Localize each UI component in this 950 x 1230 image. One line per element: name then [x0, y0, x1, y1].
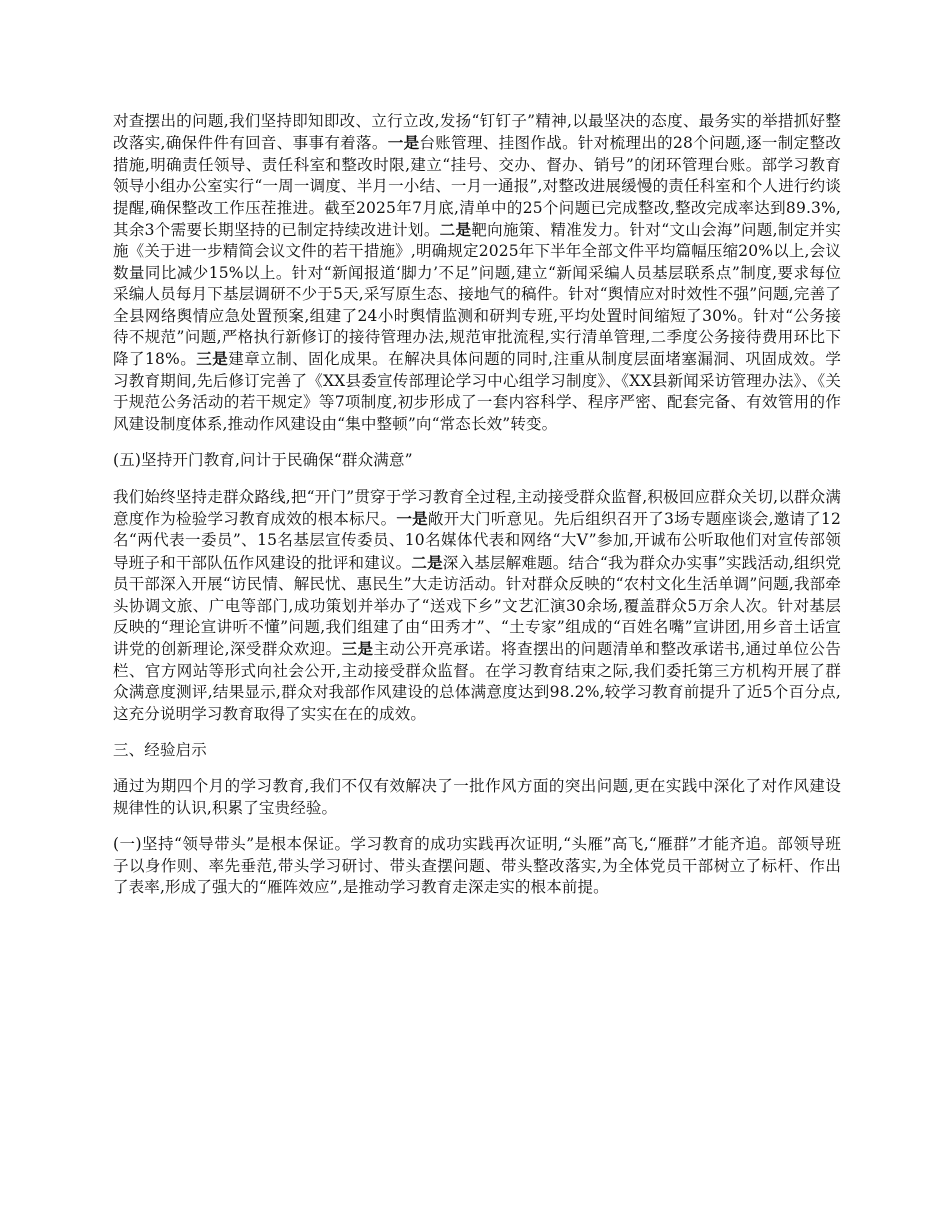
paragraph-mass-line — [113, 487, 841, 725]
heading-text: (五)坚持开门教育,问计于民确保“群众满意” — [113, 451, 413, 470]
heading-text: 三、经验启示 — [113, 740, 207, 759]
bold-marker: 三是 — [196, 349, 229, 369]
text-run: 主动公开亮承诺。将查摆出的问题清单和整改承诺书,通过单位公告栏、官方网站等形式向社会公开,主动接受群众监督。在学习教育结束之际,我们委托第三方机构开展了群众满意度测评,结果显示,群众对我部作风建设的总体满意度达到98.2%,较学习教育前提升了近5个百分点,这充分说明学习教育取得了实实在在的成效。 — [113, 640, 841, 723]
text-run: 靶向施策、精准发力。针对“文山会海”问题,制定并实施《关于进一步精简会议文件的若干措施》,明确规定2025年下半年全部文件平均篇幅压缩20%以上,会议数量同比减少15%以上。针对“新闻报道‘脚力’不足”问题,建立“新闻采编人员基层联系点”制度,要求每位采编人员每月下基层调研不少于5天,采写原生态、接地气的稿件。针对“舆情应对时效性不强”问题,完善了全县网络舆情应急处置预案,组建了24小时舆情监测和研判专班,平均处置时间缩短了30%。针对“公务接待不规范”问题,严格执行新修订的接待管理办法,规范审批流程,实行清单管理,二季度公务接待费用环比下降了18%。 — [113, 221, 841, 369]
bold-marker: 一是 — [387, 133, 420, 153]
paragraph-summary — [113, 776, 841, 819]
document-page — [113, 111, 841, 913]
paragraph-rectification — [113, 111, 841, 435]
section-heading-open-education — [113, 450, 841, 471]
text-run: 建章立制、固化成果。在解决具体问题的同时,注重从制度层面堵塞漏洞、巩固成效。学习教育期间,先后修订完善了《XX县委宣传部理论学习中心组学习制度》、《XX县新闻采访管理办法》、《关于规范公务活动的若干规定》等7项制度,初步形成了一套内容科学、程序严密、配套完备、有效管用的作风建设制度体系,推动作风建设由“集中整顿”向“常态长效”转变。 — [113, 350, 841, 433]
paragraph-leadership — [113, 834, 841, 898]
section-heading-experience — [113, 740, 841, 761]
text-run: 深入基层解难题。结合“我为群众办实事”实践活动,组织党员干部深入开展“访民情、解民忧、惠民生”大走访活动。针对群众反映的“农村文化生活单调”问题,我部牵头协调文旅、广电等部门,成功策划并举办了“送戏下乡”文艺汇演30余场,覆盖群众5万余人次。针对基层反映的“理论宣讲听不懂”问题,我们组建了由“田秀才”、“土专家”组成的“百姓名嘴”宣讲团,用乡音土话宣讲党的创新理论,深受群众欢迎。 — [113, 553, 842, 659]
text-run: 台账管理、挂图作战。针对梳理出的28个问题,逐一制定整改措施,明确责任领导、责任科室和整改时限,建立“挂号、交办、督办、销号”的闭环管理台账。部学习教育领导小组办公室实行“一周一调度、半月一小结、一月一通报”,对整改进展缓慢的责任科室和个人进行约谈提醒,确保整改工作压茬推进。截至2025年7月底,清单中的25个问题已完成整改,整改完成率达到89.3%,其余3个需要长期坚持的已制定持续改进计划。 — [113, 134, 841, 240]
text-run: 我们始终坚持走群众路线,把“开门”贯穿于学习教育全过程,主动接受群众监督,积极回应群众关切,以群众满意度作为检验学习教育成效的根本标尺。 — [113, 487, 841, 528]
text-run: 通过为期四个月的学习教育,我们不仅有效解决了一批作风方面的突出问题,更在实践中深化了对作风建设规律性的认识,积累了宝贵经验。 — [113, 777, 841, 817]
text-run: 敞开大门听意见。先后组织召开了3场专题座谈会,邀请了12名“两代表一委员”、15名基层宣传委员、10名媒体代表和网络“大V”参加,开诚布公听取他们对宣传部领导班子和干部队伍作风建设的批评和建议。 — [113, 509, 841, 572]
text-run: 对查摆出的问题,我们坚持即知即改、立行立改,发扬“钉钉子”精神,以最坚决的态度、最务实的举措抓好整改落实,确保件件有回音、事事有着落。 — [113, 112, 841, 153]
bold-marker: 二是 — [439, 220, 472, 240]
bold-marker: 一是 — [396, 508, 428, 528]
bold-marker: 三是 — [341, 639, 374, 659]
bold-marker: 二是 — [411, 552, 443, 572]
text-run: (一)坚持“领导带头”是根本保证。学习教育的成功实践再次证明,“头雁”高飞,“雁群”才能齐追。部领导班子以身作则、率先垂范,带头学习研讨、带头查摆问题、带头整改落实,为全体党员干部树立了标杆、作出了表率,形成了强大的“雁阵效应”,是推动学习教育走深走实的根本前提。 — [113, 835, 841, 896]
